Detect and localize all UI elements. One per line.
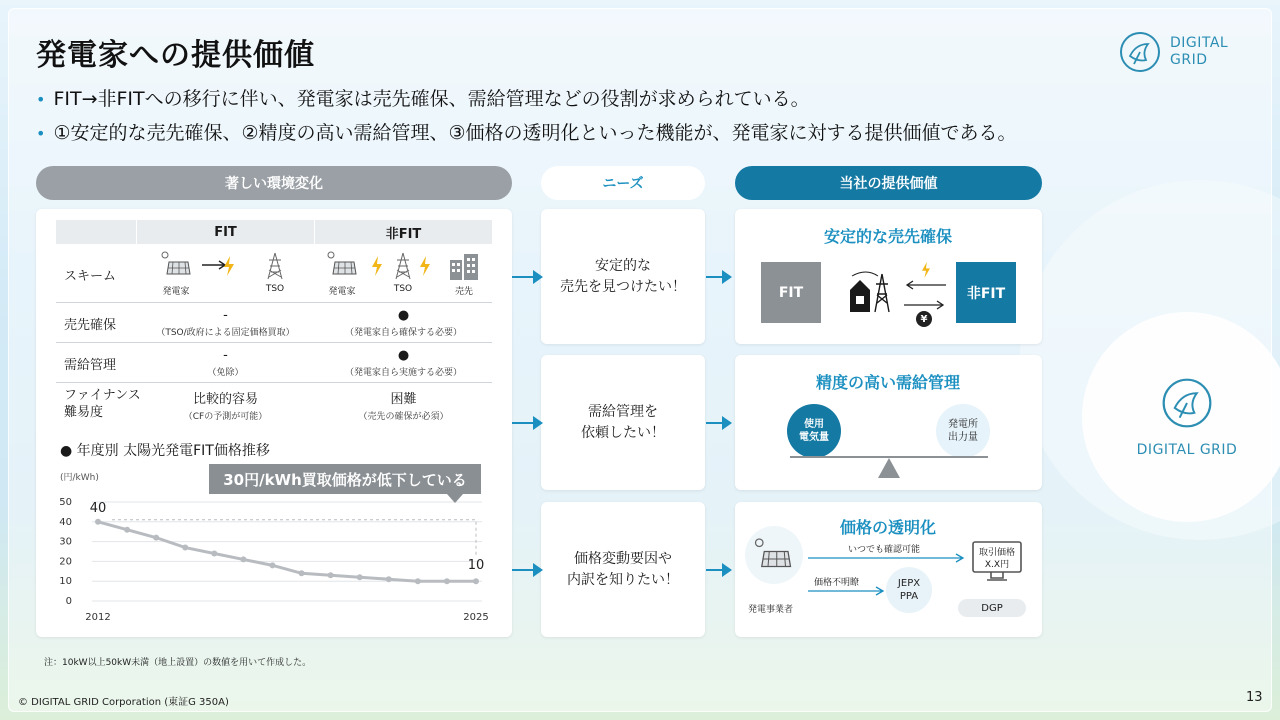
logo-text-line1: DIGITAL [1170, 35, 1229, 51]
needs-text-3-line2: 内訳を知りたい！ [567, 572, 679, 588]
cell-nonfit-finance-sub: （売先の確保が必須） [358, 412, 449, 422]
cell-fit-balancing [137, 348, 314, 378]
trade-price-line2: X.X円 [984, 560, 1010, 570]
cell-fit-offtake [137, 308, 314, 338]
value-title-offtake: 安定的な売先確保 [823, 227, 952, 246]
table-header-nonfit: 非FIT [315, 220, 492, 244]
usage-line1: 使用 [804, 419, 824, 430]
needs-text-3 [541, 549, 705, 591]
cell-fit-offtake-sub: （TSO/政府による固定価格買取） [156, 328, 295, 338]
page-title: 発電家への提供価値 [36, 38, 315, 73]
dgp-badge: DGP [958, 599, 1026, 617]
chart-y-tick-label: 20 [59, 556, 72, 568]
cell-nonfit-offtake-main: ● [397, 308, 410, 323]
row-label-balancing: 需給管理 [64, 357, 117, 373]
lightning-icon [418, 256, 432, 276]
row-label-finance-line2: 難易度 [64, 405, 104, 420]
cell-nonfit-finance-main: 困難 [390, 392, 417, 407]
chart-data-point [211, 550, 217, 556]
needs-text-1-line2: 売先を見つけたい！ [560, 279, 686, 295]
producer-tower-icon [848, 270, 896, 314]
chart-y-tick-label: 50 [59, 497, 72, 508]
flow-arrow [512, 569, 541, 571]
table-header-fit: FIT [137, 220, 314, 244]
flow-arrow [706, 422, 730, 424]
company-logo [1118, 30, 1228, 74]
chart-start-value-label: 40 [89, 500, 107, 516]
chart-title [60, 440, 270, 460]
table-divider [56, 382, 492, 383]
chart-data-point [444, 578, 450, 584]
chart-data-point [153, 535, 159, 541]
price-unclear-label: 価格不明瞭 [814, 578, 860, 588]
table-divider [56, 342, 492, 343]
solar-panel-icon [753, 536, 793, 572]
fit-icon-label-producer: 発電家 [162, 287, 190, 297]
chart-y-tick-label: 0 [65, 596, 72, 607]
chart-series-line [98, 522, 476, 581]
page-number: 13 [1246, 690, 1263, 705]
value-label: 当社の提供価値 [839, 176, 938, 192]
chart-data-point [95, 519, 101, 525]
value-title-balancing: 精度の高い需給管理 [815, 373, 960, 392]
cell-nonfit-balancing-sub: （発電家自ら実施する必要） [344, 368, 462, 378]
building-icon [448, 252, 480, 280]
nonfit-box: 非FIT [956, 262, 1016, 323]
chart-title-bullet: ● [60, 443, 73, 459]
row-label-scheme: スキーム [64, 268, 117, 284]
nonfit-icon-label-producer: 発電家 [328, 287, 356, 297]
jepx-line1: JEPX [897, 578, 921, 589]
cell-fit-balancing-sub: （免除） [207, 368, 244, 378]
price-drop-callout: 30円/kWh買取価格が低下している [209, 464, 481, 494]
needs-text-1 [541, 256, 705, 298]
chart-x-tick-label: 2025 [463, 612, 489, 623]
transmission-tower-icon [392, 252, 414, 280]
chart-y-tick-label: 10 [59, 576, 72, 588]
bullet-1-text: FIT→非FITへの移行に伴い、発電家は売先確保、需給管理などの役割が求められている。 [53, 88, 810, 110]
value-title-transparency: 価格の透明化 [839, 518, 936, 537]
row-label-offtake: 売先確保 [64, 317, 117, 333]
transmission-tower-icon [264, 252, 286, 280]
chart-data-point [299, 570, 305, 576]
value-header [735, 166, 1042, 200]
digital-grid-logo-icon [1160, 376, 1214, 430]
cell-fit-finance [137, 388, 314, 422]
copyright: © DIGITAL GRID Corporation (東証G 350A) [18, 697, 229, 708]
chart-end-value-label: 10 [467, 558, 485, 574]
cell-nonfit-balancing-main: ● [397, 348, 410, 363]
output-circle [936, 404, 990, 458]
needs-text-1-line1: 安定的な [595, 258, 651, 274]
cell-nonfit-offtake [315, 308, 492, 338]
usage-line2: 電気量 [799, 432, 829, 443]
arrow-left-icon [904, 280, 946, 290]
chart-title-text: 年度別 太陽光発電FIT価格推移 [76, 443, 270, 459]
side-logo-text: DIGITAL GRID [1136, 442, 1238, 458]
arrow-right-icon [904, 300, 946, 310]
fit-box: FIT [761, 262, 821, 323]
needs-text-2-line1: 需給管理を [588, 404, 658, 420]
output-line1: 発電所 [948, 419, 978, 430]
chart-data-point [124, 527, 130, 533]
solar-panel-icon [160, 250, 192, 278]
chart-data-point [415, 578, 421, 584]
chart-data-point [240, 556, 246, 562]
usage-circle [787, 404, 841, 458]
lightning-icon [920, 262, 932, 278]
needs-text-3-line1: 価格変動要因や [574, 551, 672, 567]
flow-arrow [512, 422, 541, 424]
chart-data-point [357, 574, 363, 580]
chart-data-point [473, 578, 479, 584]
cell-nonfit-offtake-sub: （発電家自ら確保する必要） [344, 328, 462, 338]
jepx-ppa-circle [886, 567, 932, 613]
balance-fulcrum-icon [878, 458, 900, 478]
jepx-line2: PPA [899, 591, 919, 602]
env-change-header [36, 166, 512, 200]
trade-price-label [973, 547, 1021, 571]
flow-arrow [706, 569, 730, 571]
chart-x-tick-label: 2012 [85, 612, 111, 623]
chart-data-point [182, 545, 188, 551]
bullet-2: • ①安定的な売先確保、②精度の高い需給管理、③価格の透明化といった機能が、発電家に対する提供価値である。 [36, 122, 1017, 144]
cell-fit-balancing-main: - [223, 348, 228, 363]
cell-fit-finance-sub: （CFの予測が可能） [183, 412, 268, 422]
chart-y-unit-label: (円/kWh) [60, 473, 99, 483]
footnote: 注：10kW以上50kW未満（地上設置）の数値を用いて作成した。 [44, 658, 312, 668]
arrow-right-icon [808, 553, 968, 563]
bullet-1: • FIT→非FITへの移行に伴い、発電家は売先確保、需給管理などの役割が求められている。 [36, 88, 810, 110]
needs-label: ニーズ [602, 176, 644, 192]
cell-nonfit-balancing [315, 348, 492, 378]
chart-data-point [269, 562, 275, 568]
needs-text-2-line2: 依頼したい！ [581, 425, 665, 441]
trade-price-line1: 取引価格 [978, 548, 1015, 558]
env-change-label: 著しい環境変化 [225, 176, 323, 192]
fit-icon-label-tso: TSO [265, 284, 285, 294]
table-header-blank [56, 220, 136, 244]
nonfit-icon-label-tso: TSO [393, 284, 413, 294]
cell-fit-offtake-main: - [223, 308, 228, 323]
nonfit-icon-label-buyer: 売先 [454, 287, 473, 297]
arrow-right-icon [808, 586, 888, 596]
needs-text-2 [541, 402, 705, 444]
lightning-icon [222, 256, 236, 276]
lightning-icon [370, 256, 384, 276]
row-label-finance [56, 384, 141, 424]
flow-arrow [512, 276, 541, 278]
always-check-label: いつでも確認可能 [848, 545, 921, 555]
producer-label: 発電事業者 [748, 605, 794, 615]
chart-data-point [328, 572, 334, 578]
row-label-finance-line1: ファイナンス [64, 388, 141, 403]
cell-fit-finance-main: 比較的容易 [192, 392, 258, 407]
yen-icon: ¥ [916, 311, 932, 327]
solar-panel-icon [326, 250, 358, 278]
cell-nonfit-finance [315, 388, 492, 422]
needs-header [541, 166, 705, 200]
chart-data-point [386, 576, 392, 582]
bullet-2-text: ①安定的な売先確保、②精度の高い需給管理、③価格の透明化といった機能が、発電家に対する提供価値である。 [53, 122, 1017, 144]
logo-text-line2: GRID [1170, 52, 1208, 68]
chart-y-tick-label: 40 [59, 516, 72, 528]
digital-grid-logo-icon [1118, 30, 1162, 74]
chart-y-tick-label: 30 [59, 536, 72, 548]
table-divider [56, 302, 492, 303]
flow-arrow [706, 276, 730, 278]
output-line2: 出力量 [948, 432, 978, 443]
